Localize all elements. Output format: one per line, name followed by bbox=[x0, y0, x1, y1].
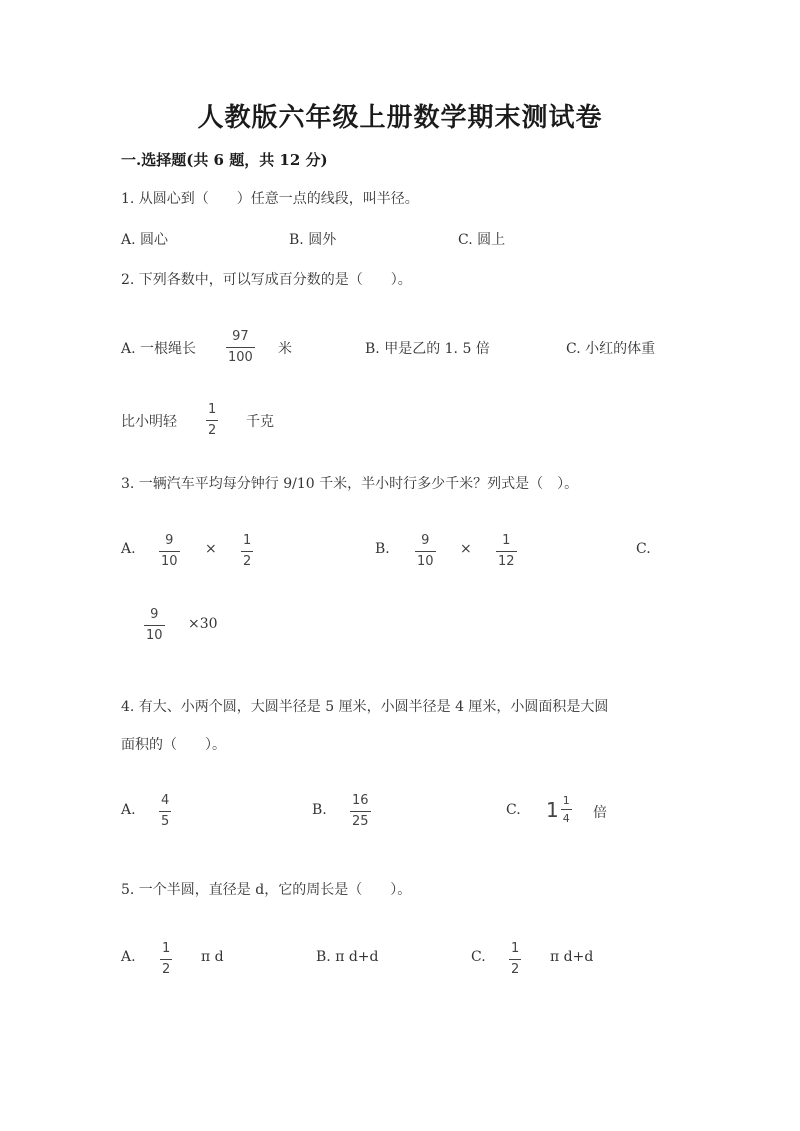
fraction-bar bbox=[226, 347, 255, 348]
question-3-option-a-fraction-2 bbox=[241, 533, 253, 570]
fraction-bar bbox=[350, 811, 371, 812]
question-2-option-b: B. 甲是乙的 1. 5 倍 bbox=[365, 341, 490, 357]
question-2-option-a: A. 一根绳长 bbox=[121, 341, 197, 357]
question-4-stem-line-2: 面积的（ ）。 bbox=[121, 737, 226, 753]
question-2-option-a-fraction bbox=[226, 329, 255, 366]
question-4-option-c-mixed-number bbox=[546, 794, 572, 825]
fraction-denominator: 2 bbox=[208, 423, 217, 438]
question-3-option-a-fraction-1 bbox=[159, 533, 180, 570]
question-1-stem: 1. 从圆心到（ ）任意一点的线段，叫半径。 bbox=[121, 191, 419, 207]
question-3-option-c-label: C. bbox=[636, 541, 651, 557]
fraction-denominator: 4 bbox=[562, 812, 570, 825]
fraction-numerator: 16 bbox=[352, 793, 369, 808]
fraction-numerator: 1 bbox=[162, 941, 171, 956]
fraction-bar bbox=[159, 551, 180, 552]
fraction-numerator: 4 bbox=[161, 793, 170, 808]
fraction-numerator: 1 bbox=[502, 533, 511, 548]
question-4-option-a-fraction bbox=[159, 793, 171, 830]
question-1-option-a: A. 圆心 bbox=[121, 232, 169, 248]
fraction-denominator: 5 bbox=[161, 814, 170, 829]
fraction-bar bbox=[159, 811, 171, 812]
fraction-denominator: 2 bbox=[243, 554, 252, 569]
question-5-option-a-fraction bbox=[160, 941, 172, 978]
question-4-option-b-fraction bbox=[350, 793, 371, 830]
fraction-denominator: 10 bbox=[146, 628, 163, 643]
question-4-option-c-label: C. bbox=[506, 802, 521, 818]
fraction-denominator: 10 bbox=[161, 554, 178, 569]
question-3-option-b-fraction-1 bbox=[415, 533, 436, 570]
fraction-numerator: 1 bbox=[208, 402, 217, 417]
question-3-option-a-times: × bbox=[205, 541, 217, 557]
question-2-option-c-unit: 千克 bbox=[246, 414, 274, 430]
fraction-numerator: 1 bbox=[511, 941, 520, 956]
fraction-denominator: 100 bbox=[228, 350, 253, 365]
question-2-option-c-fraction bbox=[206, 402, 218, 439]
question-3-option-a-label: A. bbox=[121, 541, 136, 557]
fraction-bar bbox=[144, 625, 165, 626]
question-2-option-c: C. 小红的体重 bbox=[566, 341, 656, 357]
fraction-bar bbox=[561, 809, 572, 810]
fraction-numerator: 1 bbox=[243, 533, 252, 548]
question-3-option-b-times: × bbox=[460, 541, 472, 557]
question-2-stem: 2. 下列各数中，可以写成百分数的是（ ）。 bbox=[121, 272, 412, 288]
question-4-option-b-label: B. bbox=[312, 802, 327, 818]
page-title: 人教版六年级上册数学期末测试卷 bbox=[197, 103, 603, 133]
fraction-numerator: 97 bbox=[232, 329, 249, 344]
section-heading: 一.选择题(共 6 题，共 12 分) bbox=[121, 151, 328, 169]
fraction-denominator: 10 bbox=[417, 554, 434, 569]
fraction-numerator: 1 bbox=[562, 794, 570, 807]
question-5-option-a-expression: π d bbox=[201, 949, 224, 965]
question-3-option-c-multiplier: ×30 bbox=[188, 616, 218, 632]
question-3-option-b-label: B. bbox=[375, 541, 390, 557]
fraction-denominator: 12 bbox=[498, 554, 515, 569]
fraction-denominator: 25 bbox=[352, 814, 369, 829]
fraction-bar bbox=[206, 420, 218, 421]
fraction-bar bbox=[241, 551, 253, 552]
fraction-denominator: 2 bbox=[511, 962, 520, 977]
question-5-option-c-label: C. bbox=[471, 949, 486, 965]
question-2-option-a-unit: 米 bbox=[278, 341, 292, 357]
question-3-option-b-fraction-2 bbox=[496, 533, 517, 570]
fraction-numerator: 9 bbox=[165, 533, 174, 548]
question-1-option-c: C. 圆上 bbox=[458, 232, 506, 248]
fraction-bar bbox=[496, 551, 517, 552]
question-5-option-b: B. π d+d bbox=[316, 949, 379, 965]
question-5-option-c-expression: π d+d bbox=[550, 949, 594, 965]
question-3-stem: 3. 一辆汽车平均每分钟行 9/10 千米，半小时行多少千米？列式是（ ）。 bbox=[121, 476, 579, 492]
fraction-bar bbox=[160, 959, 172, 960]
question-4-option-a-label: A. bbox=[121, 802, 136, 818]
question-4-option-c-unit: 倍 bbox=[593, 805, 607, 821]
question-3-option-c-fraction bbox=[144, 607, 165, 644]
question-4-stem-line-1: 4. 有大、小两个圆，大圆半径是 5 厘米，小圆半径是 4 厘米，小圆面积是大圆 bbox=[121, 699, 609, 715]
question-5-option-c-fraction bbox=[509, 941, 521, 978]
question-5-option-a-label: A. bbox=[121, 949, 136, 965]
question-5-stem: 5. 一个半圆，直径是 d，它的周长是（ ）。 bbox=[121, 882, 412, 898]
mixed-number-whole: 1 bbox=[546, 797, 559, 822]
fraction-numerator: 9 bbox=[421, 533, 430, 548]
question-1-option-b: B. 圆外 bbox=[289, 232, 337, 248]
mixed-number-fraction bbox=[561, 794, 572, 825]
fraction-bar bbox=[415, 551, 436, 552]
question-2-option-c-continued: 比小明轻 bbox=[121, 414, 177, 430]
fraction-numerator: 9 bbox=[150, 607, 159, 622]
fraction-bar bbox=[509, 959, 521, 960]
fraction-denominator: 2 bbox=[162, 962, 171, 977]
